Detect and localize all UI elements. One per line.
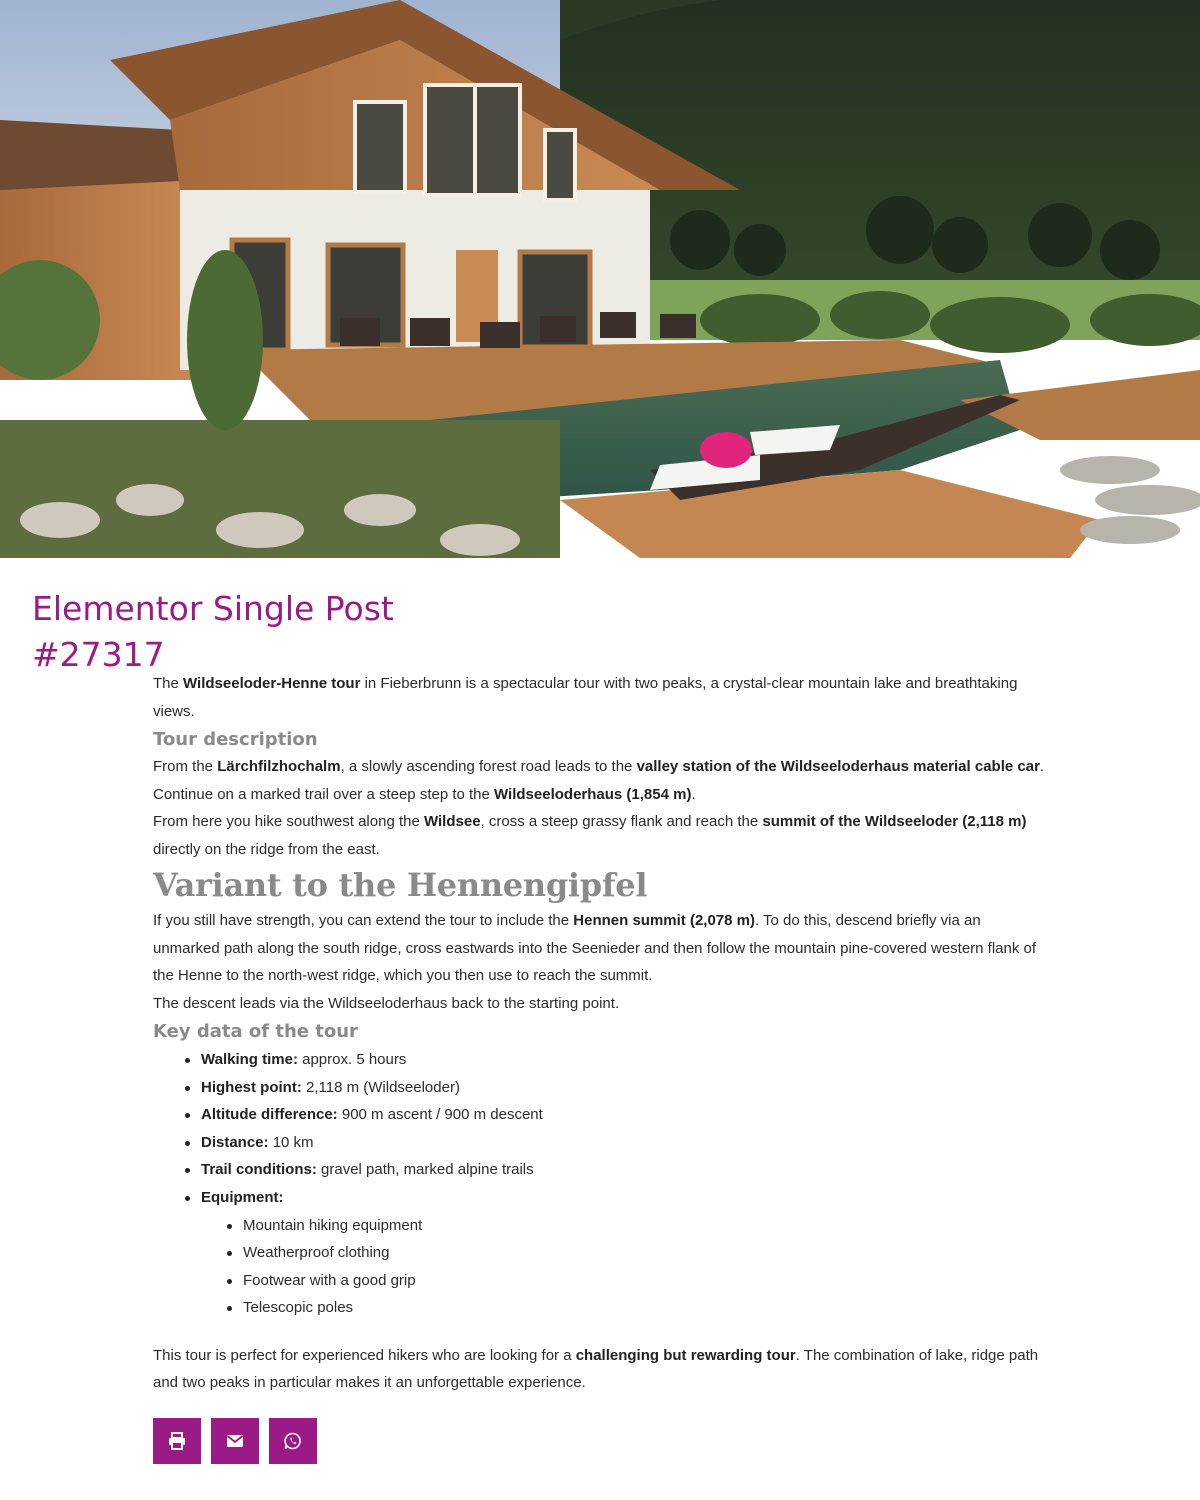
text-segment: directly on the ridge from the east. bbox=[153, 840, 380, 858]
list-item bbox=[183, 1101, 1048, 1129]
text-segment: From the bbox=[153, 758, 218, 775]
key-value: 10 km bbox=[268, 1133, 314, 1151]
key-label: Distance: bbox=[201, 1133, 269, 1151]
bold-segment: summit of the Wildseeloder (2,118 m) bbox=[762, 813, 1027, 830]
intro-paragraph bbox=[153, 670, 1048, 725]
key-label: Highest point: bbox=[201, 1078, 302, 1096]
variant-paragraph-2: The descent leads via the Wildseeloderhaus back to the starting point. bbox=[153, 994, 620, 1012]
list-item bbox=[183, 1074, 1048, 1102]
text-segment: . To do this, descend briefly via an unmarked path along the south ridge, cross eastwards into the Seenieder and then follow the mountain pine-covered western flank of the Henne to the north-west ridge, which you then use to reach the summit. bbox=[153, 912, 1037, 984]
whatsapp-icon bbox=[283, 1431, 303, 1451]
text-segment: . bbox=[691, 785, 696, 803]
key-label: Equipment: bbox=[201, 1188, 284, 1206]
text-segment: . The combination of lake, ridge path and two peaks in particular makes it an unforgettable experience. bbox=[153, 1346, 1039, 1392]
closing-paragraph bbox=[153, 1342, 1048, 1397]
list-item: Telescopic poles bbox=[225, 1294, 1048, 1322]
bold-segment: Lärchfilzhochalm bbox=[217, 758, 341, 775]
key-label: Walking time: bbox=[201, 1051, 298, 1068]
envelope-icon bbox=[225, 1431, 245, 1451]
tour-description-paragraph-1 bbox=[153, 753, 1048, 808]
text-segment: , a slowly ascending forest road leads to the bbox=[340, 758, 637, 775]
key-value: gravel path, marked alpine trails bbox=[316, 1161, 534, 1179]
bold-segment: Wildseeloderhaus (1,854 m) bbox=[494, 785, 692, 803]
whatsapp-button[interactable] bbox=[269, 1418, 317, 1464]
page-title: Elementor Single Post #27317 bbox=[32, 589, 394, 674]
key-value: 2,118 m (Wildseeloder) bbox=[301, 1078, 460, 1096]
intro-text-1: The bbox=[153, 675, 184, 692]
chalet-pool-photo bbox=[0, 0, 1200, 558]
list-item bbox=[183, 1046, 1048, 1074]
print-button[interactable] bbox=[153, 1418, 201, 1464]
bold-segment: Hennen summit (2,078 m) bbox=[573, 912, 755, 929]
variant-paragraph-1 bbox=[153, 907, 1048, 990]
key-value: 900 m ascent / 900 m descent bbox=[337, 1106, 543, 1124]
list-item: Mountain hiking equipment bbox=[225, 1212, 1048, 1240]
key-label: Altitude difference: bbox=[201, 1106, 338, 1124]
email-button[interactable] bbox=[211, 1418, 259, 1464]
list-item bbox=[183, 1184, 1048, 1322]
text-segment: , cross a steep grassy flank and reach the bbox=[480, 813, 763, 830]
list-item bbox=[183, 1129, 1048, 1157]
text-segment: This tour is perfect for experienced hikers who are looking for a bbox=[153, 1346, 576, 1364]
print-icon bbox=[167, 1431, 187, 1451]
share-buttons bbox=[153, 1418, 317, 1464]
list-item: Weatherproof clothing bbox=[225, 1239, 1048, 1267]
equipment-list bbox=[225, 1212, 1048, 1322]
bold-segment: challenging but rewarding tour bbox=[575, 1346, 796, 1364]
bold-segment: Wildsee bbox=[423, 813, 481, 830]
list-item bbox=[183, 1156, 1048, 1184]
intro-bold-1: Wildseeloder-Henne tour bbox=[183, 675, 361, 692]
key-data-list bbox=[183, 1046, 1048, 1322]
variant-heading: Variant to the Hennengipfel bbox=[153, 866, 648, 904]
key-data-heading: Key data of the tour bbox=[153, 1021, 358, 1042]
hero-image bbox=[0, 0, 1200, 558]
list-item: Footwear with a good grip bbox=[225, 1267, 1048, 1295]
key-label: Trail conditions: bbox=[201, 1161, 317, 1179]
tour-description-paragraph-2 bbox=[153, 808, 1048, 863]
text-segment: From here you hike southwest along the bbox=[153, 813, 424, 830]
post-content bbox=[153, 670, 1048, 1397]
bold-segment: valley station of the Wildseeloderhaus material cable car bbox=[636, 758, 1040, 775]
key-value: approx. 5 hours bbox=[297, 1051, 407, 1068]
text-segment: . Continue on a marked trail over a steep step to the bbox=[153, 758, 1045, 803]
intro-text-2: in Fieberbrunn is a spectacular tour with two peaks, a crystal-clear mountain lake and breathtaking views. bbox=[153, 675, 1018, 720]
tour-description-heading: Tour description bbox=[153, 729, 318, 750]
text-segment: If you still have strength, you can extend the tour to include the bbox=[153, 912, 574, 929]
